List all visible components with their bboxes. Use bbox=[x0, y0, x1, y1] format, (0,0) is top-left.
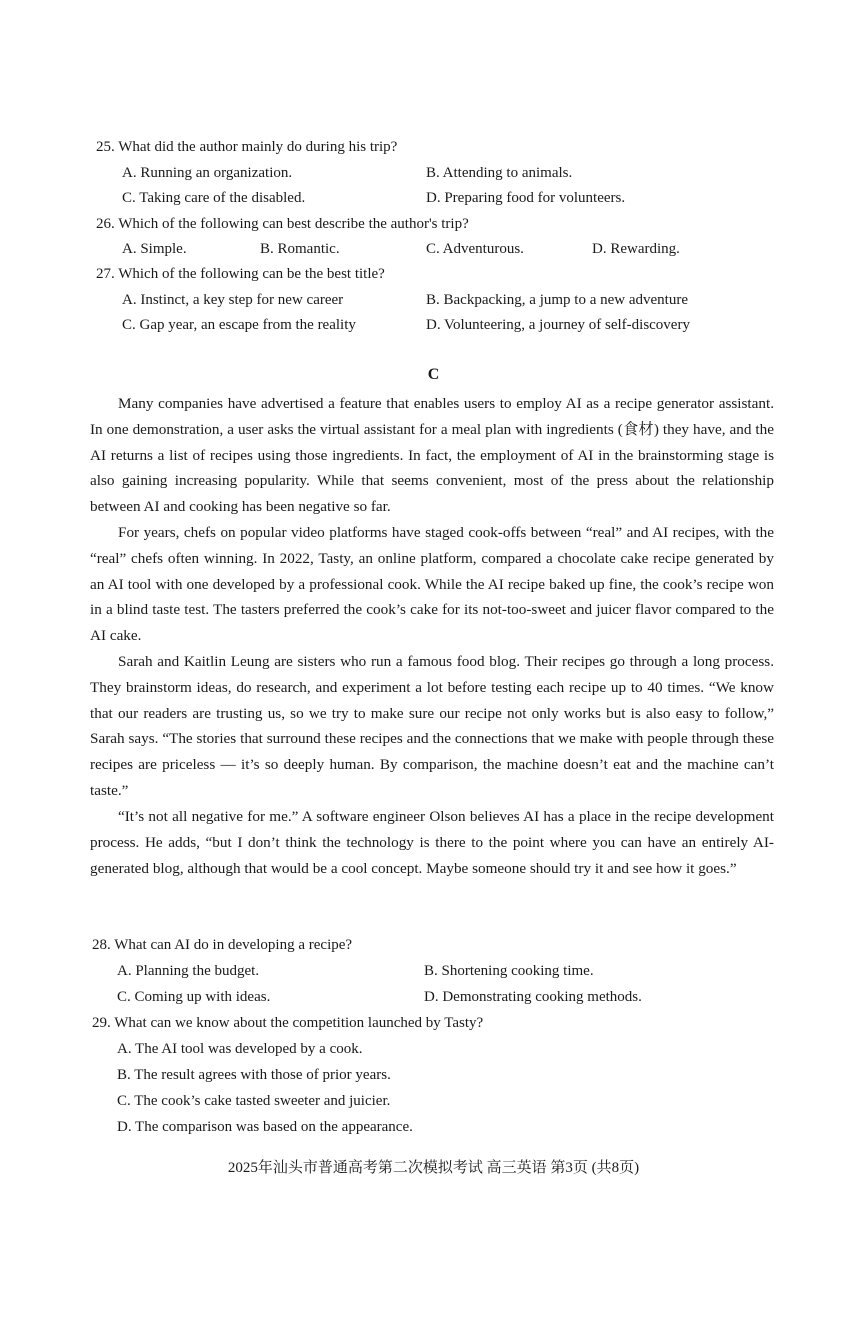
question-26-option-b[interactable]: B. Romantic. bbox=[260, 241, 340, 257]
question-25-option-a[interactable]: A. Running an organization. bbox=[122, 165, 293, 181]
question-25-option-b[interactable]: B. Attending to animals. bbox=[426, 165, 573, 181]
question-25-option-d[interactable]: D. Preparing food for volunteers. bbox=[426, 190, 626, 206]
question-29-stem: 29. What can we know about the competition launched by Tasty? bbox=[92, 1015, 484, 1031]
section-c-title: C bbox=[427, 366, 440, 383]
question-27-option-c[interactable]: C. Gap year, an escape from the reality bbox=[122, 317, 356, 333]
question-27-stem: 27. Which of the following can be the best title? bbox=[96, 266, 385, 282]
question-29-option-d[interactable]: D. The comparison was based on the appearance. bbox=[117, 1119, 413, 1135]
question-27-option-a[interactable]: A. Instinct, a key step for new career bbox=[122, 292, 344, 308]
question-25-stem: 25. What did the author mainly do during his trip? bbox=[96, 139, 398, 155]
question-26-option-a[interactable]: A. Simple. bbox=[122, 241, 187, 257]
passage-paragraph-3: Sarah and Kaitlin Leung are sisters who run a famous food blog. Their recipes go through a long process. They brainstorm ideas, do research, and experiment a lot before testing each recipe up to 40 times. “We know that our readers are trusting us, so we try to make sure our recipe not only works but is also easy to follow,” Sarah says. “The stories that surround these recipes and the connections that we make with people through these recipes are priceless — it’s so deeply human. By comparison, the machine doesn’t eat and the machine can’t taste.” bbox=[90, 653, 774, 799]
question-28-option-d[interactable]: D. Demonstrating cooking methods. bbox=[424, 989, 642, 1005]
passage-paragraph-1: Many companies have advertised a feature that enables users to employ AI as a recipe generator assistant. In one demonstration, a user asks the virtual assistant for a meal plan with ingredients (食材) they have, and the AI returns a list of recipes using those ingredients. In fact, the employment of AI in the brainstorming stage is also gaining increasing popularity. While that seems convenient, most of the press about the relationship between AI and cooking has been negative so far. bbox=[90, 395, 774, 516]
passage-paragraph-2: For years, chefs on popular video platforms have staged cook-offs between “real” and AI recipes, with the “real” chefs often winning. In 2022, Tasty, an online platform, compared a chocolate cake recipe generated by an AI tool with one developed by a professional cook. While the AI recipe baked up fine, the cook’s recipe won in a blind taste test. The tasters preferred the cook’s cake for its not-too-sweet and juicer flavor compared to the AI cake. bbox=[90, 524, 774, 645]
question-29-option-c[interactable]: C. The cook’s cake tasted sweeter and juicier. bbox=[117, 1093, 391, 1109]
question-26-option-c[interactable]: C. Adventurous. bbox=[426, 241, 524, 257]
page-footer: 2025年汕头市普通高考第二次模拟考试 高三英语 第3页 (共8页) bbox=[227, 1160, 640, 1176]
question-28-option-c[interactable]: C. Coming up with ideas. bbox=[117, 989, 271, 1005]
question-27-option-b[interactable]: B. Backpacking, a jump to a new adventure bbox=[426, 292, 689, 308]
question-28-option-a[interactable]: A. Planning the budget. bbox=[117, 963, 260, 979]
question-27-option-d[interactable]: D. Volunteering, a journey of self-discovery bbox=[426, 317, 690, 333]
passage-paragraph-4: “It’s not all negative for me.” A software engineer Olson believes AI has a place in the recipe development process. He adds, “but I don’t think the technology is there to the point where you can have an entirely AI-generated blog, although that would be a cool concept. Maybe someone should try it and see how it goes.” bbox=[90, 808, 774, 877]
question-28-stem: 28. What can AI do in developing a recipe? bbox=[92, 937, 353, 953]
question-26-option-d[interactable]: D. Rewarding. bbox=[592, 241, 680, 257]
question-25-option-c[interactable]: C. Taking care of the disabled. bbox=[122, 190, 306, 206]
question-29-option-a[interactable]: A. The AI tool was developed by a cook. bbox=[117, 1041, 363, 1057]
question-29-option-b[interactable]: B. The result agrees with those of prior years. bbox=[117, 1067, 391, 1083]
question-26-stem: 26. Which of the following can best describe the author's trip? bbox=[96, 216, 469, 232]
question-28-option-b[interactable]: B. Shortening cooking time. bbox=[424, 963, 594, 979]
